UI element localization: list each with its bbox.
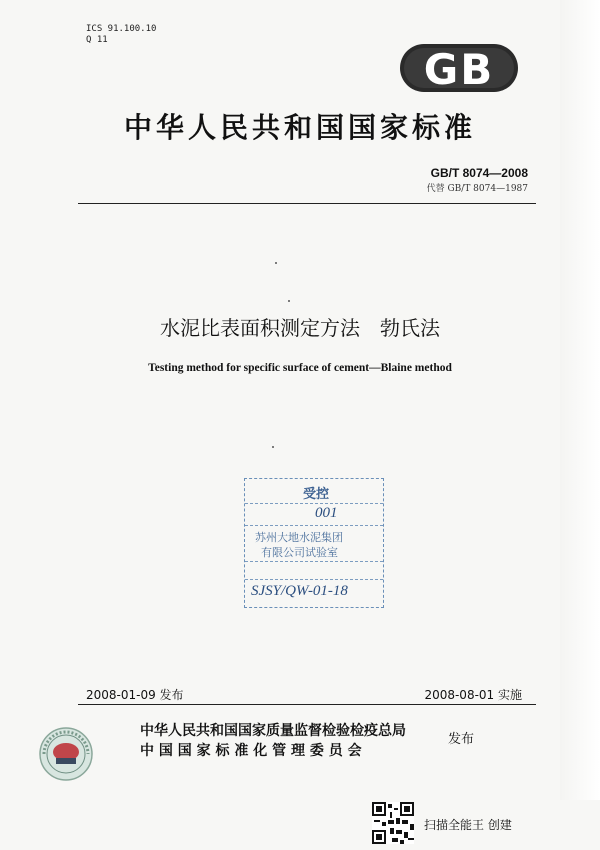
standard-number: GB/T 8074—2008 bbox=[430, 166, 528, 180]
scanner-watermark bbox=[372, 802, 552, 846]
stamp-controlled-label: 受控 bbox=[303, 486, 330, 501]
certification-seal-icon bbox=[38, 726, 94, 782]
ics-code: ICS 91.100.10 bbox=[86, 24, 157, 34]
scanner-label: 扫描全能王 创建 bbox=[424, 818, 512, 832]
header-divider bbox=[78, 203, 536, 204]
page-edge bbox=[560, 0, 600, 800]
speck bbox=[275, 262, 277, 264]
implementation-date: 2008-08-01 实施 bbox=[424, 688, 522, 702]
replaces-standard: 代替 GB/T 8074—1987 bbox=[426, 184, 528, 194]
document-title-english: Testing method for specific surface of cement—Blaine method bbox=[148, 362, 452, 374]
stamp-row bbox=[245, 503, 383, 526]
standard-title: 中华人民共和国国家标准 bbox=[123, 111, 476, 144]
speck bbox=[272, 446, 274, 448]
stamp-document-code: SJSY/QW-01-18 bbox=[251, 583, 348, 599]
stamp-org-line1: 苏州大地水泥集团 bbox=[255, 532, 343, 544]
issuer-line-2: 中 国 国 家 标 准 化 管 理 委 员 会 bbox=[140, 743, 362, 759]
speck bbox=[288, 300, 290, 302]
ccs-code: Q 11 bbox=[86, 35, 108, 45]
controlled-copy-stamp bbox=[244, 478, 384, 608]
classification-codes bbox=[86, 24, 156, 46]
document-title-chinese: 水泥比表面积测定方法 勃氏法 bbox=[160, 316, 440, 340]
gb-logo-icon bbox=[398, 42, 520, 94]
qr-code-icon bbox=[372, 802, 414, 844]
gb-logo-text: GB bbox=[423, 45, 495, 94]
publish-label: 发布 bbox=[448, 732, 475, 747]
issuer-line-1: 中华人民共和国国家质量监督检验检疫总局 bbox=[140, 723, 406, 739]
stamp-row bbox=[245, 561, 383, 580]
stamp-org-line2: 有限公司试验室 bbox=[261, 547, 338, 559]
stamp-copy-number: 001 bbox=[315, 505, 338, 521]
footer-divider bbox=[78, 704, 536, 705]
issue-date: 2008-01-09 发布 bbox=[86, 688, 184, 702]
